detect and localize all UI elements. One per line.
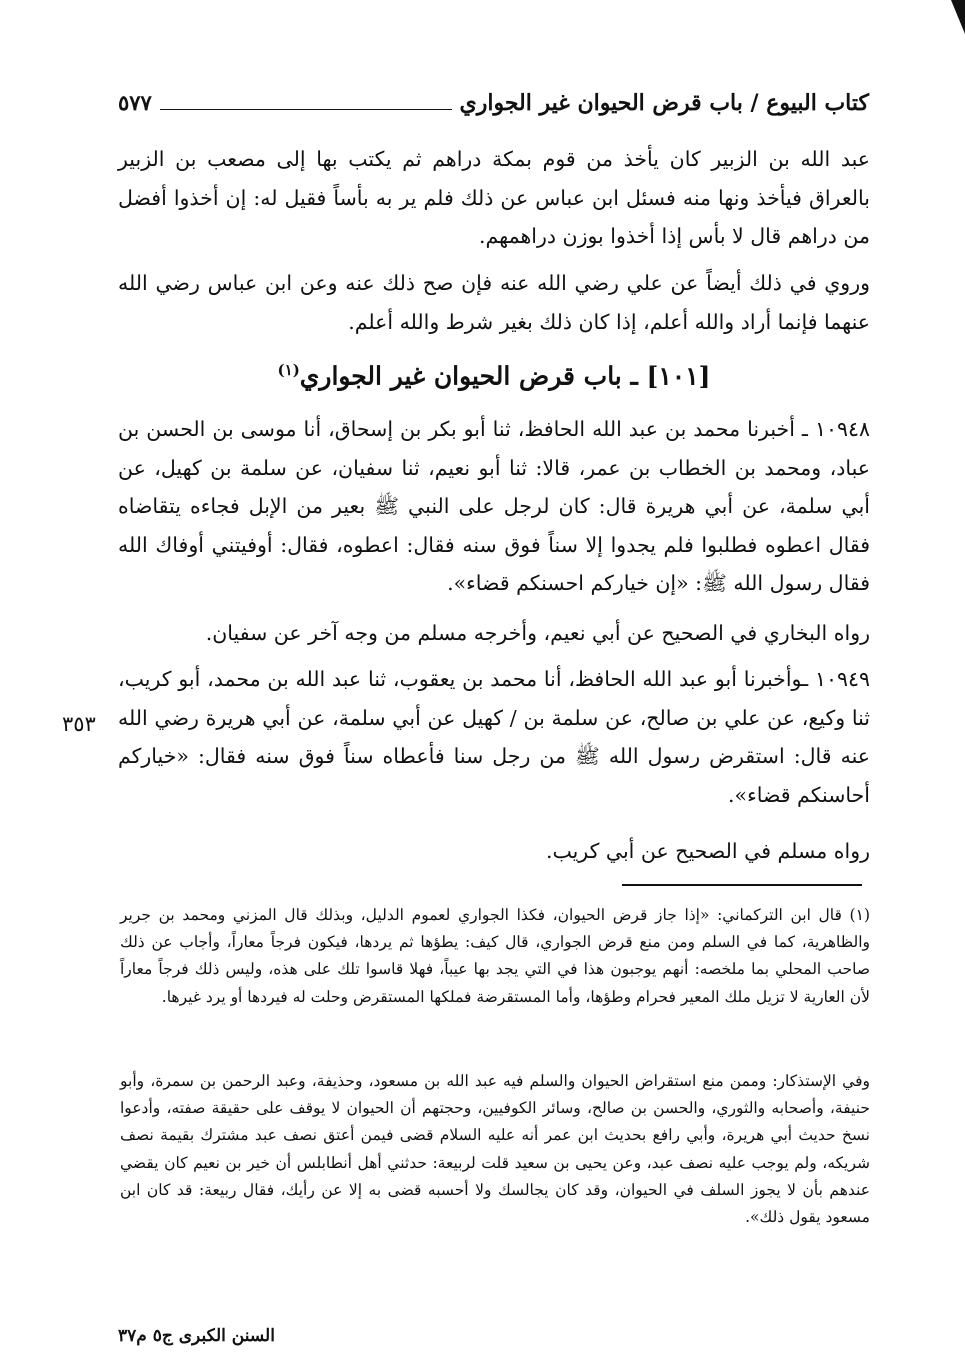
margin-page-number: ٣٥٣ [62, 712, 96, 736]
footnote-1: (١) قال ابن التركماني: «إذا جاز قرض الحيوان، فكذا الجواري لعموم الدليل، وبذلك قال المزني ومحمد بن جرير والظاهرية، كما في السلم ومن منع قرض الجواري، قال كيف: يطؤها ثم يردها، فيكون فرجاً معاراً، وأجاب عن ذلك صاحب المحلي بما ملخصه: أنهم يوجبون هذا في التي يجد بها عيباً، فهلا قاسوا تلك على هذه، وليس ذلك فرجاً معاراً لأن العارية لا تزيل ملك المعير فحرام وطؤها، وأما المستقرضة فملكها المستقرض وحلت له فيردها أو يرد غيرها. [120, 906, 870, 1006]
footnote-1-continued: وفي الإستذكار: وممن منع استقراض الحيوان والسلم فيه عبد الله بن مسعود، وحذيفة، وعبد الرحمن بن سمرة، وأبو حنيفة، وأصحابه والثوري، والحسن بن صالح، وسائر الكوفيين، وحجتهم أن الحيوان لا يوقف على حقيقة صفته، وأدعوا نسخ حديث أبي هريرة، وأبي رافع بحديث ابن عمر أنه عليه السلام قضى فيمن أعتق نصف عبد مشترك بقيمة نصف شريكه، ولم يوجب عليه نصف عبد، وعن يحيى بن سعيد قلت لربيعة: حدثني أهل أنطابلس أن خير بن نعيم كان يقضي عندهم بأن لا يجوز السلف في الحيوان، وقد كان يجالسك ولا أحسبه قضى به إلا عن رأيك، فقال ربيعة: قد كان ابن مسعود يقول ذلك». [120, 1072, 870, 1227]
hadith-10948: ١٠٩٤٨ ـ أخبرنا محمد بن عبد الله الحافظ، ثنا أبو بكر بن إسحاق، أنا موسى بن الحسن بن عباد، ومحمد بن الخطاب بن عمر، قالا: ثنا أبو نعيم، ثنا سفيان، عن سلمة بن كهيل، عن أبي سلمة، عن أبي هريرة قال: كان لرجل على النبي ﷺ بعير من الإبل فجاءه يتقاضاه فقال اعطوه فطلبوا فلم يجدوا إلا سناً فوق سنه فقال: اعطوه، فقال: أوفيتني أوفاك الله فقال رسول الله ﷺ: «إن خياركم احسنكم قضاء». [118, 417, 870, 595]
paragraph-2: وروي في ذلك أيضاً عن علي رضي الله عنه فإن صح ذلك عنه وعن ابن عباس رضي الله عنهما فإنما أراد والله أعلم، إذا كان ذلك بغير شرط والله أعلم. [118, 271, 870, 334]
header-title: كتاب البيوع / باب قرض الحيوان غير الجواري [459, 90, 869, 116]
paragraph-1: عبد الله بن الزبير كان يأخذ من قوم بمكة دراهم ثم يكتب بها إلى مصعب بن الزبير بالعراق فيأخذ ونها منه فسئل ابن عباس عن ذلك فلم ير به بأساً فقيل له: إن أخذوا أفضل من دراهم قال لا بأس إذا أخذوا بوزن دراهمهم. [118, 147, 870, 248]
footnote-ref: (١) [277, 361, 300, 379]
header-rule [160, 109, 452, 110]
hadith-10949: ١٠٩٤٩ ـوأخبرنا أبو عبد الله الحافظ، أنا محمد بن يعقوب، ثنا عبد الله بن محمد، أبو كريب، ثنا وكيع، عن علي بن صالح، عن سلمة بن / كهيل عن أبي سلمة، عن أبي هريرة رضي الله عنه قال: استقرض رسول الله ﷺ من رجل سنا فأعطاه سناً فوق سنه فقال: «خياركم أحاسنكم قضاء». [118, 667, 870, 807]
section-title [118, 350, 870, 396]
footnote-separator [622, 884, 862, 886]
paragraph-attribution-2: رواه مسلم في الصحيح عن أبي كريب. [545, 839, 870, 863]
paragraph-attribution-1: رواه البخاري في الصحيح عن أبي نعيم، وأخرجه مسلم من وجه آخر عن سفيان. [205, 621, 870, 645]
running-header [118, 84, 869, 118]
signature-mark: السنن الكبرى ج٥ م٣٧ [118, 1326, 275, 1346]
section-title-text: [١٠١] ـ باب قرض الحيوان غير الجواري [299, 361, 711, 391]
page-number: ٥٧٧ [118, 90, 152, 115]
corner-mark [951, 0, 965, 34]
